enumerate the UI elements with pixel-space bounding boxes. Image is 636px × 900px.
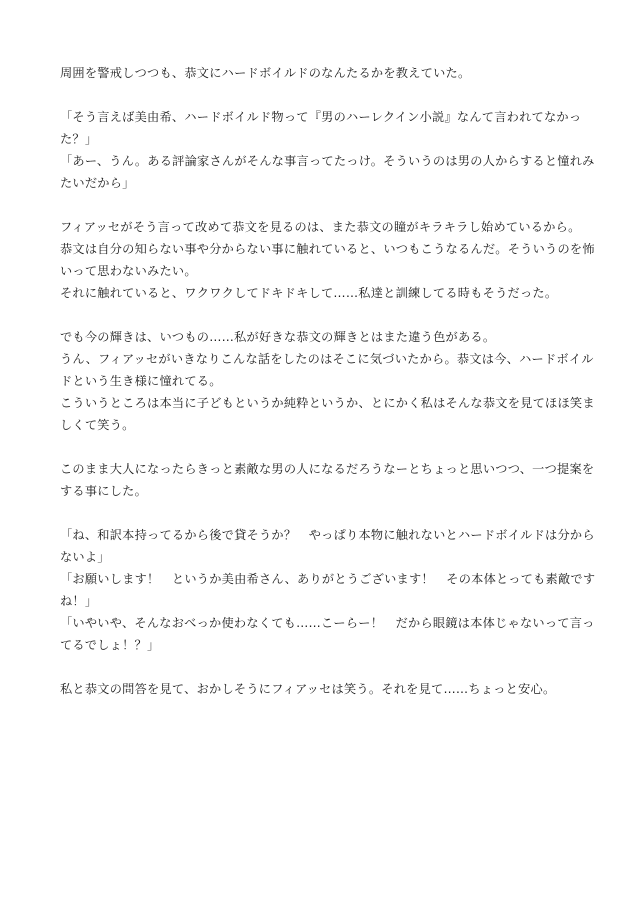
text-line: 「あー、うん。ある評論家さんがそんな事言ってたっけ。そういうのは男の人からすると憧れみ bbox=[60, 154, 595, 168]
text-line: 恭文は自分の知らない事や分からない事に触れていると、いつもこうなるんだ。そういうのを怖 bbox=[60, 242, 595, 256]
paragraph-gap bbox=[60, 502, 580, 524]
dialogue-paragraph bbox=[60, 106, 580, 150]
paragraph bbox=[60, 458, 595, 502]
paragraph bbox=[60, 678, 580, 700]
text-line: このまま大人になったらきっと素敵な男の人になるだろうなーとちょっと思いつつ、一つ提案を bbox=[60, 462, 595, 476]
paragraph-gap bbox=[60, 656, 580, 678]
text-line: 私と恭文の問答を見て、おかしそうにフィアッセは笑う。それを見て……ちょっと安心。 bbox=[60, 682, 556, 696]
text-line: 「お願いします！ というか美由希さん、ありがとうございます！ その本体とっても素敵です bbox=[60, 572, 596, 586]
text-line: しくて笑う。 bbox=[60, 418, 135, 432]
paragraph bbox=[60, 282, 580, 304]
dialogue-paragraph bbox=[60, 568, 596, 612]
paragraph bbox=[60, 62, 580, 84]
text-line: こういうところは本当に子どもというか純粋というか、とにかく私はそんな恭文を見てほほ笑ま bbox=[60, 396, 595, 410]
paragraph bbox=[60, 392, 595, 436]
text-line: 「いやいや、そんなおべっか使わなくても……こーらー！ だから眼鏡は本体じゃないって言っ bbox=[60, 616, 595, 630]
text-line: いって思わないみたい。 bbox=[60, 264, 197, 278]
text-line: たいだから」 bbox=[60, 176, 135, 190]
text-line: ドという生き様に憧れてる。 bbox=[60, 374, 222, 388]
paragraph bbox=[60, 216, 580, 238]
paragraph bbox=[60, 348, 594, 392]
text-line: ね！」 bbox=[60, 594, 98, 608]
text-line: でも今の輝きは、いつもの……私が好きな恭文の輝きとはまた違う色がある。 bbox=[60, 330, 496, 344]
paragraph-gap bbox=[60, 84, 580, 106]
text-line: それに触れていると、ワクワクしてドキドキして……私達と訓練してる時もそうだった。 bbox=[60, 286, 558, 300]
text-line: フィアッセがそう言って改めて恭文を見るのは、また恭文の瞳がキラキラし始めているから。 bbox=[60, 220, 581, 234]
paragraph-gap bbox=[60, 436, 580, 458]
text-line: する事にした。 bbox=[60, 484, 148, 498]
body-text bbox=[60, 62, 596, 700]
paragraph bbox=[60, 238, 595, 282]
dialogue-paragraph bbox=[60, 612, 595, 656]
text-line: た？」 bbox=[60, 132, 98, 146]
text-line: 「ね、和訳本持ってるから後で貸そうか？ やっぱり本物に触れないとハードボイルドは分から bbox=[60, 528, 595, 542]
text-line: うん、フィアッセがいきなりこんな話をしたのはそこに気づいたから。恭文は今、ハードボイル bbox=[60, 352, 594, 366]
text-line: ないよ」 bbox=[60, 550, 110, 564]
dialogue-paragraph bbox=[60, 524, 595, 568]
text-line: てるでしょ！？」 bbox=[60, 638, 160, 652]
dialogue-paragraph bbox=[60, 150, 595, 194]
text-line: 「そう言えば美由希、ハードボイルド物って『男のハーレクイン小説』なんて言われてなかっ bbox=[60, 110, 582, 124]
paragraph-gap bbox=[60, 194, 580, 216]
paragraph bbox=[60, 326, 580, 348]
paragraph-gap bbox=[60, 304, 580, 326]
text-line: 周囲を警戒しつつも、恭文にハードボイルドのなんたるかを教えていた。 bbox=[60, 66, 471, 80]
